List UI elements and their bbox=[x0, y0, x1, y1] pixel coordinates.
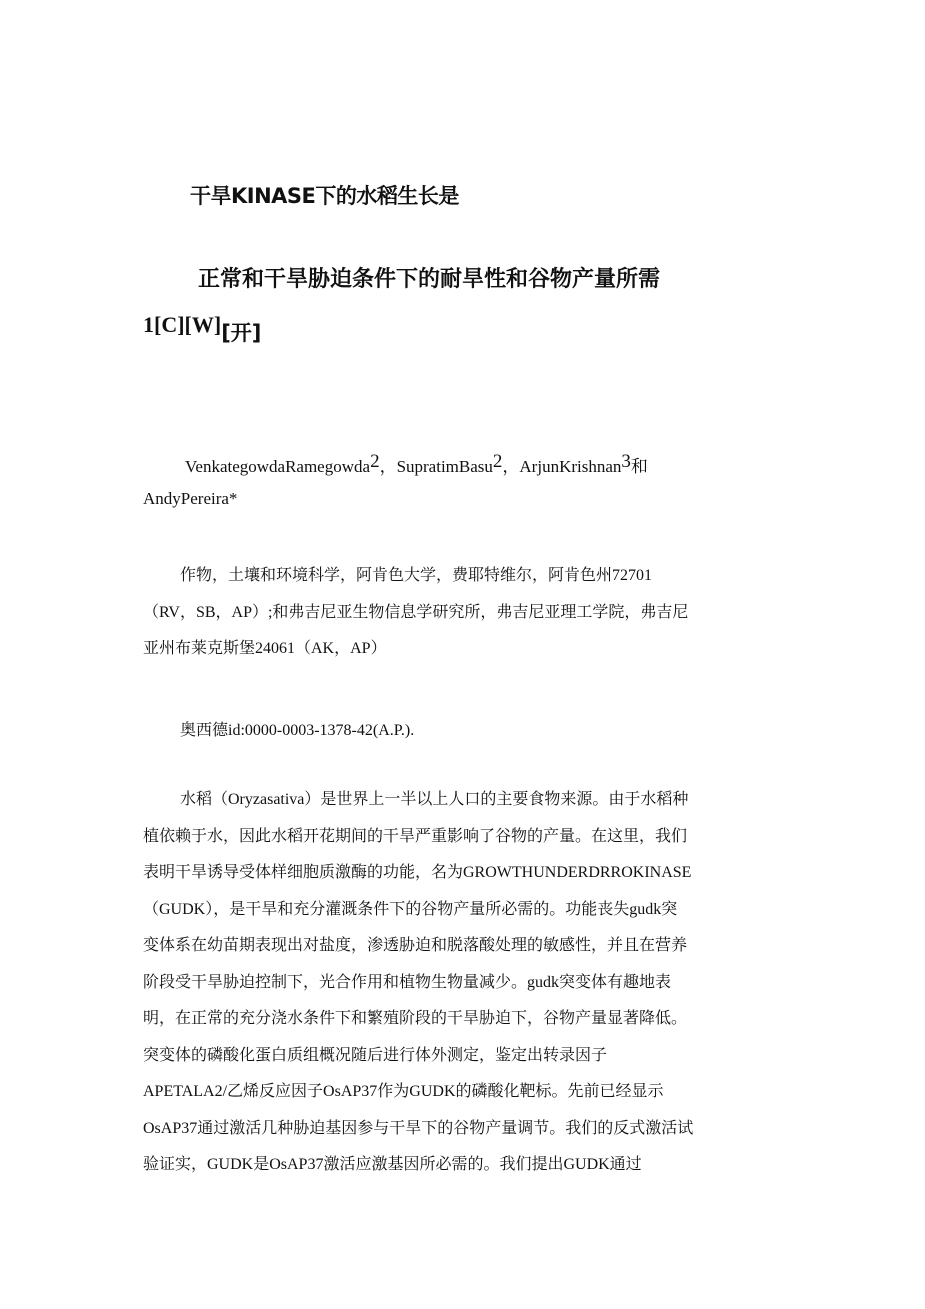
abstract-line: 突变体的磷酸化蛋白质组概况随后进行体外测定，鉴定出转录因子 bbox=[143, 1046, 608, 1064]
abstract-line: 水稻（Oryzasativa）是世界上一半以上人口的主要食物来源。由于水稻种 bbox=[180, 791, 689, 808]
author-name: SupratimBasu bbox=[396, 457, 493, 476]
abstract-line: 验证实，GUDK是OsAP37激活应激基因所必需的。我们提出GUDK通过 bbox=[143, 1156, 642, 1173]
author-affiliation-mark: 2 bbox=[370, 451, 380, 472]
author-conjunction: 和 bbox=[630, 457, 648, 476]
author-affiliation-mark: 2 bbox=[492, 451, 503, 472]
title-footnote-marks: 1[C][W] bbox=[143, 312, 222, 337]
orcid-paragraph bbox=[143, 713, 793, 750]
affiliation-line: （RV，SB，AP）;和弗吉尼亚生物信息学研究所，弗吉尼亚理工学院，弗吉尼 bbox=[143, 603, 689, 621]
author-name: AndyPereira* bbox=[143, 489, 238, 508]
author-separator: ， bbox=[502, 457, 520, 476]
affiliation-paragraph bbox=[143, 558, 793, 668]
orcid-line: 奥西德id:0000-0003-1378-42(A.P.). bbox=[180, 722, 415, 739]
abstract-line: 变体系在幼苗期表现出对盐度，渗透胁迫和脱落酸处理的敏感性，并且在营养 bbox=[143, 937, 688, 954]
affiliation-line: 亚州布莱克斯堡24061（AK，AP） bbox=[143, 640, 387, 657]
abstract-line: 明，在正常的充分浇水条件下和繁殖阶段的干旱胁迫下，谷物产量显著降低。 bbox=[143, 1010, 688, 1027]
title-open-access-mark: [开] bbox=[221, 321, 262, 345]
abstract-line: APETALA2/乙烯反应因子OsAP37作为GUDK的磷酸化靶标。先前已经显示 bbox=[143, 1083, 664, 1100]
title-line-3 bbox=[143, 309, 262, 345]
author-name: VenkategowdaRamegowda bbox=[185, 457, 371, 476]
author-separator: ， bbox=[379, 457, 397, 476]
abstract-line: 表明干旱诱导受体样细胞质激酶的功能，名为GROWTHUNDERDRROKINASE bbox=[143, 864, 692, 881]
author-line-1 bbox=[143, 451, 803, 483]
abstract-line: 阶段受干旱胁迫控制下，光合作用和植物生物量减少。gudk突变体有趣地表 bbox=[143, 973, 672, 991]
author-name: ArjunKrishnan bbox=[519, 457, 622, 476]
author-list bbox=[143, 451, 803, 515]
affiliation-line: 作物，土壤和环境科学，阿肯色大学，费耶特维尔，阿肯色州72701 bbox=[180, 567, 653, 584]
abstract-line: 植依赖于水，因此水稻开花期间的干旱严重影响了谷物的产量。在这里，我们 bbox=[143, 827, 688, 845]
abstract-line: （GUDK），是干旱和充分灌溉条件下的谷物产量所必需的。功能丧失gudk突 bbox=[143, 900, 678, 918]
abstract-paragraph bbox=[143, 782, 793, 1184]
author-line-2 bbox=[143, 483, 803, 515]
title-line-1: 干旱KINASE下的水稻生长是 bbox=[190, 184, 459, 208]
title-line-2: 正常和干旱胁迫条件下的耐旱性和谷物产量所需 bbox=[198, 267, 661, 292]
abstract-line: OsAP37通过激活几种胁迫基因参与干旱下的谷物产量调节。我们的反式激活试 bbox=[143, 1119, 694, 1137]
author-affiliation-mark: 3 bbox=[621, 451, 631, 472]
